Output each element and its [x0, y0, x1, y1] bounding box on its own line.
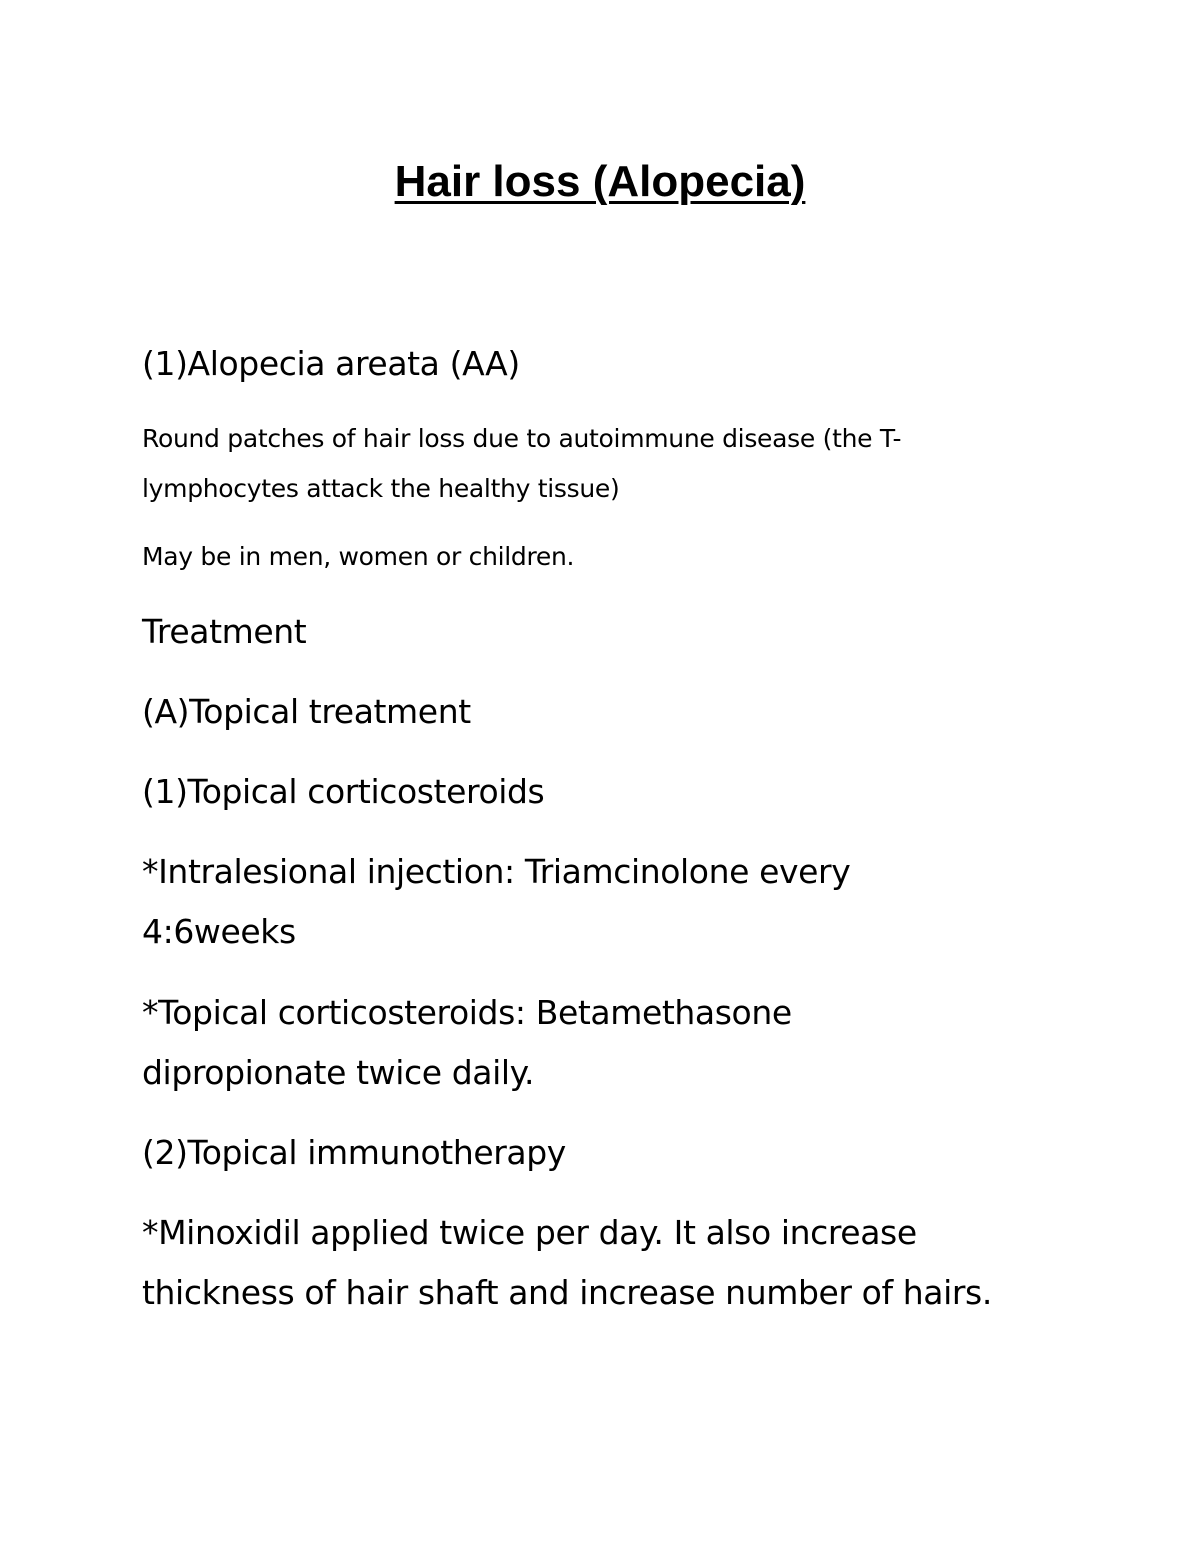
topical-corticosteroids-heading: (1)Topical corticosteroids — [142, 772, 545, 811]
description-line-2: lymphocytes attack the healthy tissue) — [142, 474, 620, 503]
betamethasone-text-line-1: *Topical corticosteroids: Betamethasone — [142, 993, 792, 1032]
description-line-1: Round patches of hair loss due to autoimmune disease (the T- — [142, 424, 902, 453]
injection-text-line-2: 4:6weeks — [142, 912, 296, 951]
affected-groups-text: May be in men, women or children. — [142, 542, 575, 571]
minoxidil-text-line-1: *Minoxidil applied twice per day. It also increase — [142, 1213, 917, 1252]
section-heading-alopecia-areata: (1)Alopecia areata (AA) — [142, 344, 520, 383]
injection-text-line-1: *Intralesional injection: Triamcinolone every — [142, 852, 851, 891]
topical-immunotherapy-heading: (2)Topical immunotherapy — [142, 1133, 566, 1172]
page-title: Hair loss (Alopecia) — [394, 157, 806, 206]
betamethasone-text-line-2: dipropionate twice daily. — [142, 1053, 535, 1092]
minoxidil-text-line-2: thickness of hair shaft and increase number of hairs. — [142, 1273, 992, 1312]
topical-treatment-heading: (A)Topical treatment — [142, 692, 471, 731]
treatment-heading: Treatment — [142, 612, 307, 651]
